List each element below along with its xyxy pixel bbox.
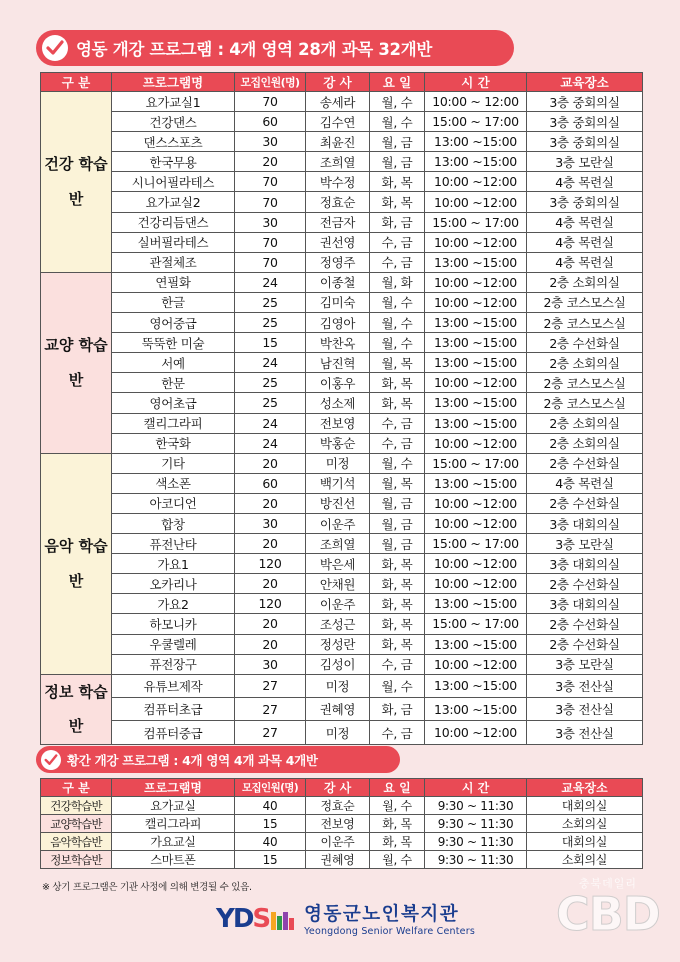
location-cell: 3층 대회의실: [527, 554, 643, 574]
table-row: [41, 453, 643, 473]
program-name-cell: 요가교실2: [112, 192, 235, 212]
capacity-cell: 60: [235, 112, 306, 132]
table-row: [41, 132, 643, 152]
location-cell: 3층 전산실: [527, 698, 643, 721]
time-cell: 9:30 ~ 11:30: [425, 851, 527, 869]
table-row: [41, 373, 643, 393]
time-cell: 10:00 ~12:00: [425, 373, 527, 393]
days-cell: 월, 금: [370, 493, 425, 513]
program-name-cell: 영어중급: [112, 313, 235, 333]
days-cell: 화, 금: [370, 212, 425, 232]
location-cell: 2층 수선화실: [527, 453, 643, 473]
category-cell: 정보학습반: [41, 851, 112, 869]
capacity-cell: 20: [235, 574, 306, 594]
table-row: [41, 333, 643, 353]
program-name-cell: 가요2: [112, 594, 235, 614]
time-cell: 15:00 ~ 17:00: [425, 614, 527, 634]
time-cell: 13:00 ~15:00: [425, 594, 527, 614]
days-cell: 화, 목: [370, 594, 425, 614]
table-row: [41, 112, 643, 132]
table-row: [41, 815, 643, 833]
category-cell-music: 음악 학습반: [41, 453, 112, 674]
instructor-cell: 방진선: [306, 493, 370, 513]
table-row: [41, 797, 643, 815]
location-cell: 3층 모란실: [527, 152, 643, 172]
days-cell: 월, 수: [370, 453, 425, 473]
days-cell: 월, 목: [370, 473, 425, 493]
section-title-hwanggan: 황간 개강 프로그램 : 4개 영역 4개 과목 4개반: [67, 752, 318, 768]
location-cell: 2층 코스모스실: [527, 393, 643, 413]
capacity-cell: 70: [235, 232, 306, 252]
col-header-category: 구 분: [41, 73, 112, 92]
capacity-cell: 24: [235, 413, 306, 433]
capacity-cell: 70: [235, 172, 306, 192]
capacity-cell: 25: [235, 393, 306, 413]
table-row: [41, 92, 643, 112]
program-name-cell: 가요1: [112, 554, 235, 574]
yeongdong-program-table: [40, 72, 643, 745]
program-name-cell: 한문: [112, 373, 235, 393]
location-cell: 3층 대회의실: [527, 513, 643, 533]
time-cell: 10:00 ~12:00: [425, 721, 527, 744]
location-cell: 소회의실: [527, 851, 643, 869]
col-header-capacity: 모집인원(명): [235, 73, 306, 92]
col-header-program: 프로그램명: [112, 73, 235, 92]
title-banner-yeongdong: [36, 30, 514, 66]
location-cell: 2층 소회의실: [527, 413, 643, 433]
days-cell: 월, 금: [370, 513, 425, 533]
program-name-cell: 연필화: [112, 272, 235, 292]
capacity-cell: 27: [235, 721, 306, 744]
program-name-cell: 가요교실: [112, 833, 235, 851]
table-row: [41, 721, 643, 744]
instructor-cell: 정효순: [306, 797, 370, 815]
capacity-cell: 40: [235, 797, 306, 815]
location-cell: 4층 목련실: [527, 232, 643, 252]
table-row: [41, 833, 643, 851]
time-cell: 13:00 ~15:00: [425, 698, 527, 721]
time-cell: 13:00 ~15:00: [425, 152, 527, 172]
table-row: [41, 614, 643, 634]
program-name-cell: 한국무용: [112, 152, 235, 172]
days-cell: 월, 수: [370, 112, 425, 132]
category-cell: 건강학습반: [41, 797, 112, 815]
time-cell: 9:30 ~ 11:30: [425, 833, 527, 851]
table-row: [41, 192, 643, 212]
program-name-cell: 시니어필라테스: [112, 172, 235, 192]
days-cell: 화, 금: [370, 698, 425, 721]
center-name-english: Yeongdong Senior Welfare Centers: [304, 926, 475, 937]
instructor-cell: 김성이: [306, 654, 370, 674]
instructor-cell: 김영아: [306, 313, 370, 333]
watermark-small: 충북데일리: [578, 877, 638, 890]
capacity-cell: 24: [235, 272, 306, 292]
days-cell: 월, 화: [370, 272, 425, 292]
days-cell: 월, 수: [370, 92, 425, 112]
col-header-days: 요 일: [370, 73, 425, 92]
table-row: [41, 313, 643, 333]
table-row: [41, 654, 643, 674]
location-cell: 2층 수선화실: [527, 614, 643, 634]
time-cell: 10:00 ~12:00: [425, 192, 527, 212]
table-row: [41, 594, 643, 614]
capacity-cell: 25: [235, 313, 306, 333]
location-cell: 3층 대회의실: [527, 594, 643, 614]
instructor-cell: 백기석: [306, 473, 370, 493]
time-cell: 10:00 ~12:00: [425, 654, 527, 674]
instructor-cell: 정효순: [306, 192, 370, 212]
time-cell: 13:00 ~15:00: [425, 634, 527, 654]
category-cell: 교양학습반: [41, 815, 112, 833]
col-header-instructor: 강 사: [306, 779, 370, 797]
time-cell: 10:00 ~12:00: [425, 433, 527, 453]
location-cell: 2층 코스모스실: [527, 313, 643, 333]
program-name-cell: 건강댄스: [112, 112, 235, 132]
program-name-cell: 관절체조: [112, 252, 235, 272]
instructor-cell: 박홍순: [306, 433, 370, 453]
program-name-cell: 스마트폰: [112, 851, 235, 869]
days-cell: 화, 목: [370, 373, 425, 393]
days-cell: 수, 금: [370, 433, 425, 453]
program-name-cell: 합창: [112, 513, 235, 533]
location-cell: 소회의실: [527, 815, 643, 833]
location-cell: 3층 모란실: [527, 654, 643, 674]
capacity-cell: 70: [235, 192, 306, 212]
capacity-cell: 20: [235, 614, 306, 634]
instructor-cell: 정성란: [306, 634, 370, 654]
program-name-cell: 컴퓨터중급: [112, 721, 235, 744]
program-name-cell: 아코디언: [112, 493, 235, 513]
capacity-cell: 30: [235, 654, 306, 674]
days-cell: 화, 목: [370, 554, 425, 574]
table-row: [41, 413, 643, 433]
instructor-cell: 미정: [306, 453, 370, 473]
instructor-cell: 송세라: [306, 92, 370, 112]
table-row: [41, 212, 643, 232]
location-cell: 2층 수선화실: [527, 634, 643, 654]
table-row: [41, 292, 643, 312]
time-cell: 13:00 ~15:00: [425, 132, 527, 152]
location-cell: 2층 코스모스실: [527, 292, 643, 312]
category-cell-info: 정보 학습반: [41, 674, 112, 744]
center-logo: [216, 900, 475, 937]
capacity-cell: 120: [235, 594, 306, 614]
col-header-days: 요 일: [370, 779, 425, 797]
time-cell: 10:00 ~12:00: [425, 574, 527, 594]
capacity-cell: 24: [235, 353, 306, 373]
watermark: [552, 875, 664, 941]
table-row: [41, 393, 643, 413]
check-icon: [41, 750, 61, 770]
time-cell: 13:00 ~15:00: [425, 353, 527, 373]
location-cell: 2층 수선화실: [527, 574, 643, 594]
table-row: [41, 232, 643, 252]
days-cell: 월, 수: [370, 851, 425, 869]
title-banner-hwanggan: [36, 746, 400, 773]
time-cell: 10:00 ~12:00: [425, 292, 527, 312]
instructor-cell: 조희열: [306, 534, 370, 554]
capacity-cell: 15: [235, 333, 306, 353]
instructor-cell: 성소제: [306, 393, 370, 413]
location-cell: 2층 소회의실: [527, 272, 643, 292]
instructor-cell: 권혜영: [306, 851, 370, 869]
location-cell: 3층 중회의실: [527, 132, 643, 152]
days-cell: 화, 목: [370, 393, 425, 413]
instructor-cell: 이종철: [306, 272, 370, 292]
capacity-cell: 25: [235, 373, 306, 393]
program-name-cell: 요가교실: [112, 797, 235, 815]
location-cell: 2층 코스모스실: [527, 373, 643, 393]
col-header-time: 시 간: [425, 779, 527, 797]
section-title-yeongdong: 영동 개강 프로그램 : 4개 영역 28개 과목 32개반: [76, 40, 432, 59]
table-row: [41, 634, 643, 654]
location-cell: 2층 수선화실: [527, 493, 643, 513]
days-cell: 월, 수: [370, 333, 425, 353]
check-icon: [42, 35, 68, 61]
instructor-cell: 정영주: [306, 252, 370, 272]
capacity-cell: 60: [235, 473, 306, 493]
instructor-cell: 전보영: [306, 413, 370, 433]
instructor-cell: 전금자: [306, 212, 370, 232]
category-cell-health: 건강 학습반: [41, 92, 112, 273]
table-row: [41, 574, 643, 594]
capacity-cell: 70: [235, 92, 306, 112]
location-cell: 3층 전산실: [527, 674, 643, 697]
time-cell: 15:00 ~ 17:00: [425, 453, 527, 473]
instructor-cell: 이운주: [306, 833, 370, 851]
instructor-cell: 김미숙: [306, 292, 370, 312]
location-cell: 2층 소회의실: [527, 353, 643, 373]
location-cell: 대회의실: [527, 833, 643, 851]
location-cell: 3층 전산실: [527, 721, 643, 744]
program-name-cell: 캘리그라피: [112, 815, 235, 833]
instructor-cell: 박수정: [306, 172, 370, 192]
capacity-cell: 30: [235, 132, 306, 152]
time-cell: 15:00 ~ 17:00: [425, 212, 527, 232]
table-row: [41, 851, 643, 869]
col-header-location: 교육장소: [527, 779, 643, 797]
hwanggan-program-table: [40, 778, 643, 869]
instructor-cell: 박은세: [306, 554, 370, 574]
days-cell: 화, 목: [370, 574, 425, 594]
table-row: [41, 534, 643, 554]
program-name-cell: 하모니카: [112, 614, 235, 634]
table-row: [41, 172, 643, 192]
capacity-cell: 15: [235, 815, 306, 833]
location-cell: 3층 모란실: [527, 534, 643, 554]
instructor-cell: 최윤진: [306, 132, 370, 152]
location-cell: 3층 중회의실: [527, 112, 643, 132]
days-cell: 화, 목: [370, 614, 425, 634]
instructor-cell: 조성근: [306, 614, 370, 634]
time-cell: 13:00 ~15:00: [425, 674, 527, 697]
disclaimer-note: ※ 상기 프로그램은 기관 사정에 의해 변경될 수 있음.: [42, 882, 252, 893]
time-cell: 13:00 ~15:00: [425, 393, 527, 413]
location-cell: 4층 목련실: [527, 252, 643, 272]
capacity-cell: 20: [235, 493, 306, 513]
watermark-logo: CBD: [555, 887, 660, 941]
time-cell: 13:00 ~15:00: [425, 313, 527, 333]
days-cell: 수, 금: [370, 232, 425, 252]
time-cell: 9:30 ~ 11:30: [425, 797, 527, 815]
location-cell: 3층 중회의실: [527, 92, 643, 112]
days-cell: 수, 금: [370, 413, 425, 433]
time-cell: 13:00 ~15:00: [425, 252, 527, 272]
program-name-cell: 퓨전난타: [112, 534, 235, 554]
time-cell: 10:00 ~12:00: [425, 513, 527, 533]
table-row: [41, 698, 643, 721]
days-cell: 월, 수: [370, 674, 425, 697]
time-cell: 10:00 ~12:00: [425, 272, 527, 292]
days-cell: 월, 수: [370, 313, 425, 333]
table-row: [41, 433, 643, 453]
location-cell: 3층 중회의실: [527, 192, 643, 212]
program-name-cell: 색소폰: [112, 473, 235, 493]
instructor-cell: 조희열: [306, 152, 370, 172]
days-cell: 월, 수: [370, 797, 425, 815]
table-row: [41, 493, 643, 513]
location-cell: 2층 수선화실: [527, 333, 643, 353]
instructor-cell: 미정: [306, 674, 370, 697]
category-cell: 음악학습반: [41, 833, 112, 851]
program-name-cell: 퓨전장구: [112, 654, 235, 674]
time-cell: 10:00 ~12:00: [425, 172, 527, 192]
col-header-program: 프로그램명: [112, 779, 235, 797]
instructor-cell: 이운주: [306, 594, 370, 614]
capacity-cell: 120: [235, 554, 306, 574]
program-name-cell: 오카리나: [112, 574, 235, 594]
capacity-cell: 30: [235, 513, 306, 533]
days-cell: 월, 금: [370, 132, 425, 152]
days-cell: 수, 금: [370, 654, 425, 674]
days-cell: 수, 금: [370, 721, 425, 744]
capacity-cell: 27: [235, 674, 306, 697]
col-header-time: 시 간: [425, 73, 527, 92]
table-row: [41, 554, 643, 574]
instructor-cell: 박찬옥: [306, 333, 370, 353]
instructor-cell: 남진혁: [306, 353, 370, 373]
days-cell: 수, 금: [370, 252, 425, 272]
instructor-cell: 이운주: [306, 513, 370, 533]
instructor-cell: 미정: [306, 721, 370, 744]
center-name: 영동군노인복지관: [304, 904, 460, 925]
program-name-cell: 뚝뚝한 미술: [112, 333, 235, 353]
days-cell: 월, 수: [370, 292, 425, 312]
program-name-cell: 댄스스포츠: [112, 132, 235, 152]
days-cell: 화, 목: [370, 833, 425, 851]
instructor-cell: 김수연: [306, 112, 370, 132]
time-cell: 10:00 ~12:00: [425, 554, 527, 574]
col-header-instructor: 강 사: [306, 73, 370, 92]
time-cell: 13:00 ~15:00: [425, 473, 527, 493]
yds-logo-mark: Y D S: [216, 906, 297, 932]
capacity-cell: 15: [235, 851, 306, 869]
table-row: [41, 473, 643, 493]
table-header-row: [41, 73, 643, 92]
capacity-cell: 20: [235, 453, 306, 473]
table-header-row: [41, 779, 643, 797]
col-header-capacity: 모집인원(명): [235, 779, 306, 797]
location-cell: 4층 목련실: [527, 473, 643, 493]
capacity-cell: 24: [235, 433, 306, 453]
instructor-cell: 이홍우: [306, 373, 370, 393]
program-name-cell: 기타: [112, 453, 235, 473]
time-cell: 10:00 ~12:00: [425, 232, 527, 252]
program-name-cell: 건강리듬댄스: [112, 212, 235, 232]
table-row: [41, 513, 643, 533]
time-cell: 15:00 ~ 17:00: [425, 112, 527, 132]
instructor-cell: 권혜영: [306, 698, 370, 721]
capacity-cell: 27: [235, 698, 306, 721]
col-header-location: 교육장소: [527, 73, 643, 92]
table-row: [41, 152, 643, 172]
program-name-cell: 영어초급: [112, 393, 235, 413]
time-cell: 13:00 ~15:00: [425, 333, 527, 353]
time-cell: 13:00 ~15:00: [425, 413, 527, 433]
category-cell-culture: 교양 학습반: [41, 272, 112, 453]
days-cell: 화, 목: [370, 815, 425, 833]
program-name-cell: 유튜브제작: [112, 674, 235, 697]
days-cell: 화, 목: [370, 172, 425, 192]
table-row: [41, 353, 643, 373]
capacity-cell: 70: [235, 252, 306, 272]
location-cell: 4층 목련실: [527, 172, 643, 192]
days-cell: 화, 목: [370, 634, 425, 654]
program-name-cell: 캘리그라피: [112, 413, 235, 433]
time-cell: 15:00 ~ 17:00: [425, 534, 527, 554]
program-name-cell: 실버필라테스: [112, 232, 235, 252]
capacity-cell: 20: [235, 534, 306, 554]
instructor-cell: 전보영: [306, 815, 370, 833]
time-cell: 10:00 ~12:00: [425, 493, 527, 513]
capacity-cell: 30: [235, 212, 306, 232]
location-cell: 대회의실: [527, 797, 643, 815]
capacity-cell: 20: [235, 634, 306, 654]
program-name-cell: 한글: [112, 292, 235, 312]
days-cell: 월, 금: [370, 534, 425, 554]
program-name-cell: 서예: [112, 353, 235, 373]
instructor-cell: 안채원: [306, 574, 370, 594]
col-header-category: 구 분: [41, 779, 112, 797]
location-cell: 4층 목련실: [527, 212, 643, 232]
time-cell: 10:00 ~ 12:00: [425, 92, 527, 112]
table-row: [41, 272, 643, 292]
capacity-cell: 25: [235, 292, 306, 312]
table-row: [41, 674, 643, 697]
time-cell: 9:30 ~ 11:30: [425, 815, 527, 833]
days-cell: 월, 금: [370, 152, 425, 172]
program-name-cell: 요가교실1: [112, 92, 235, 112]
program-name-cell: 우쿨렐레: [112, 634, 235, 654]
days-cell: 월, 목: [370, 353, 425, 373]
capacity-cell: 40: [235, 833, 306, 851]
table-row: [41, 252, 643, 272]
days-cell: 화, 목: [370, 192, 425, 212]
instructor-cell: 권선영: [306, 232, 370, 252]
location-cell: 2층 소회의실: [527, 433, 643, 453]
program-name-cell: 한국화: [112, 433, 235, 453]
capacity-cell: 20: [235, 152, 306, 172]
program-name-cell: 컴퓨터초급: [112, 698, 235, 721]
